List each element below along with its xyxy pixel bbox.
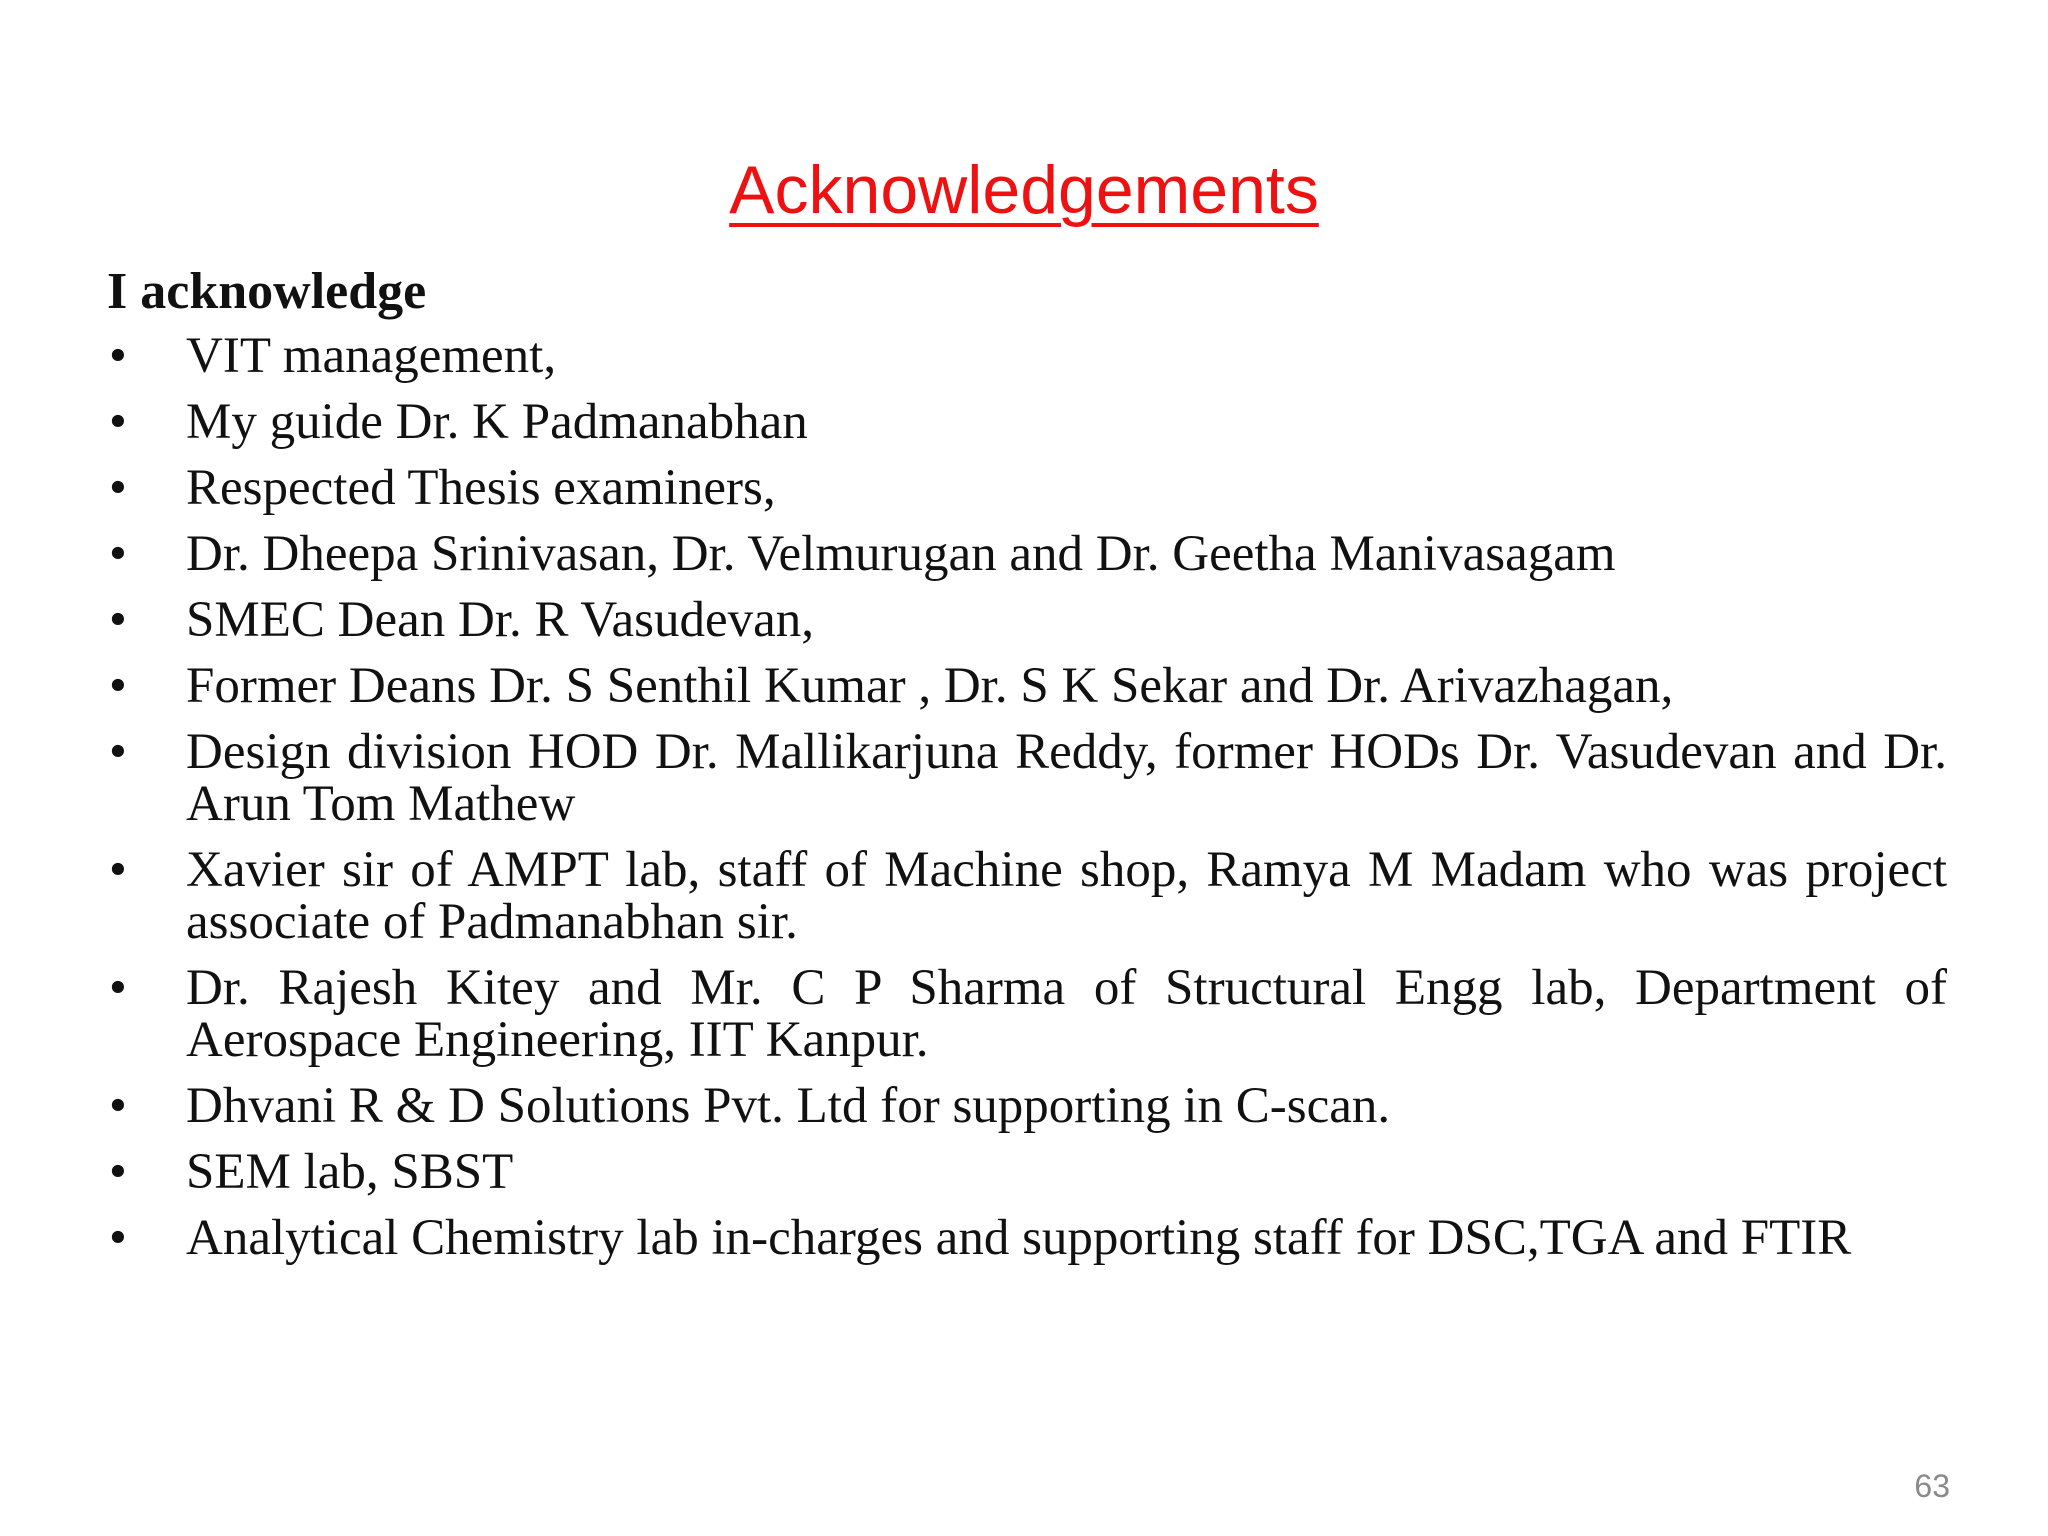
- list-item-text: Design division HOD Dr. Mallikarjuna Reddy, former HODs Dr. Vasudevan and Dr. Arun Tom Mathew: [186, 724, 1947, 832]
- intro-heading: I acknowledge: [107, 263, 427, 320]
- bullet-icon: •: [109, 328, 127, 384]
- bullet-icon: •: [109, 1210, 127, 1266]
- list-item-text: Former Deans Dr. S Senthil Kumar , Dr. S K Sekar and Dr. Arivazhagan,: [186, 658, 1674, 714]
- bullet-icon: •: [109, 960, 127, 1016]
- list-item: [107, 396, 1947, 448]
- list-item: [107, 660, 1947, 712]
- list-item: [107, 1146, 1947, 1198]
- list-item: [107, 844, 1947, 948]
- bullet-icon: •: [109, 658, 127, 714]
- list-item: [107, 330, 1947, 382]
- list-item: [107, 962, 1947, 1066]
- bullet-icon: •: [109, 1144, 127, 1200]
- list-item-text: Dr. Dheepa Srinivasan, Dr. Velmurugan and Dr. Geetha Manivasagam: [186, 526, 1616, 582]
- list-item: [107, 594, 1947, 646]
- bullet-icon: •: [109, 394, 127, 450]
- bullet-icon: •: [109, 592, 127, 648]
- list-item-text: Dhvani R & D Solutions Pvt. Ltd for supporting in C-scan.: [186, 1078, 1391, 1134]
- list-item: [107, 528, 1947, 580]
- list-item-text: SEM lab, SBST: [186, 1144, 514, 1200]
- bullet-icon: •: [109, 842, 127, 898]
- list-item: [107, 1212, 1947, 1264]
- list-item-text: Xavier sir of AMPT lab, staff of Machine shop, Ramya M Madam who was project associate of Padmanabhan sir.: [186, 842, 1947, 950]
- bullet-icon: •: [109, 1078, 127, 1134]
- list-item-text: Respected Thesis examiners,: [186, 460, 776, 516]
- list-item: [107, 726, 1947, 830]
- list-item: [107, 1080, 1947, 1132]
- page-number: 63: [1914, 1468, 1950, 1504]
- list-item-text: Dr. Rajesh Kitey and Mr. C P Sharma of Structural Engg lab, Department of Aerospace Engineering, IIT Kanpur.: [186, 960, 1947, 1068]
- bullet-icon: •: [109, 526, 127, 582]
- slide-title: Acknowledgements: [729, 152, 1319, 228]
- bullet-icon: •: [109, 460, 127, 516]
- acknowledgement-list: [107, 330, 1947, 1278]
- list-item-text: VIT management,: [186, 328, 557, 384]
- list-item-text: Analytical Chemistry lab in-charges and supporting staff for DSC,TGA and FTIR: [186, 1210, 1852, 1266]
- list-item-text: SMEC Dean Dr. R Vasudevan,: [186, 592, 815, 648]
- list-item: [107, 462, 1947, 514]
- list-item-text: My guide Dr. K Padmanabhan: [186, 394, 808, 450]
- bullet-icon: •: [109, 724, 127, 780]
